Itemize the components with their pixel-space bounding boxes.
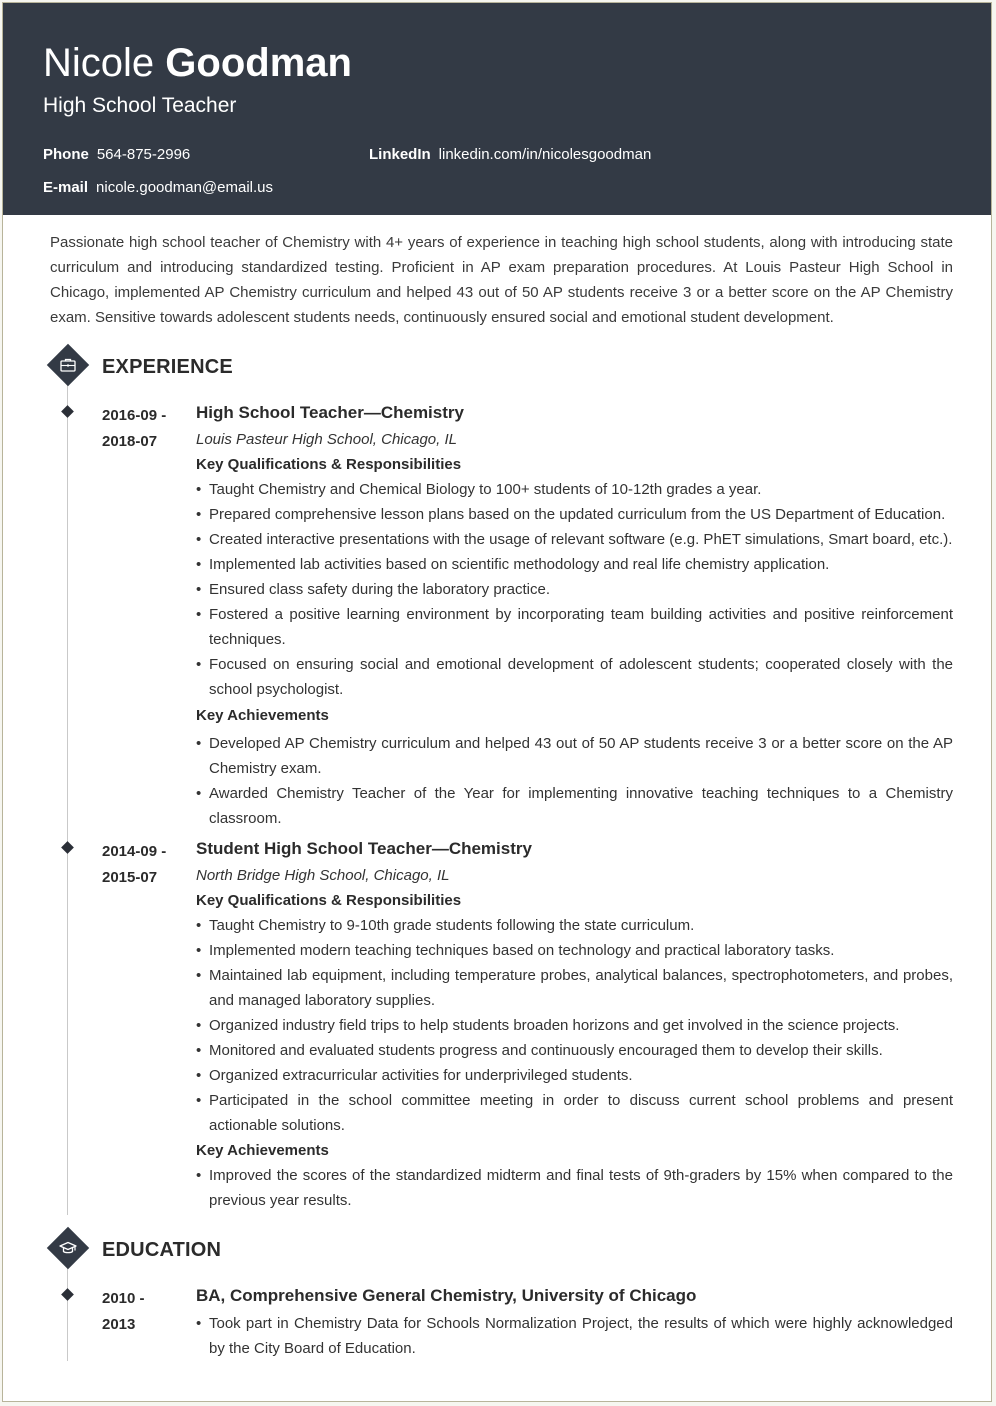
list-item: • Prepared comprehensive lesson plans based on the updated curriculum from the US Department of Education. (196, 502, 953, 527)
job-title-header: High School Teacher (43, 94, 237, 117)
graduation-cap-icon (47, 1227, 89, 1269)
last-name: Goodman (165, 41, 352, 85)
full-name (43, 39, 352, 87)
responsibilities-heading: Key Qualifications & Responsibilities (196, 456, 462, 473)
list-item: • Implemented lab activities based on scientific methodology and real life chemistry application. (196, 552, 953, 577)
timeline-marker (61, 405, 74, 418)
timeline-marker (61, 841, 74, 854)
email-label: E-mail (43, 179, 89, 196)
job-title: High School Teacher—Chemistry (196, 403, 464, 422)
list-item: • Improved the scores of the standardized midterm and final tests of 9th-graders by 15% when compared to the previous year results. (196, 1163, 953, 1213)
experience-heading: EXPERIENCE (102, 356, 233, 378)
list-item: • Awarded Chemistry Teacher of the Year for implementing innovative teaching techniques to a Chemistry classroom. (196, 781, 953, 831)
date-start: 2014-09 - (102, 843, 167, 860)
responsibilities-list (196, 913, 953, 1138)
contact-email (43, 178, 273, 198)
list-item: • Organized extracurricular activities for underprivileged students. (196, 1063, 953, 1088)
list-item: • Focused on ensuring social and emotional development of adolescent students; cooperated closely with the school psychologist. (196, 652, 953, 702)
linkedin-label: LinkedIn (369, 146, 431, 163)
first-name: Nicole (43, 41, 155, 85)
list-item: • Implemented modern teaching techniques based on technology and practical laboratory tasks. (196, 938, 953, 963)
date-end: 2013 (102, 1316, 136, 1333)
linkedin-value[interactable]: linkedin.com/in/nicolesgoodman (438, 146, 652, 163)
list-item: • Fostered a positive learning environment by incorporating team building activities and positive reinforcement techniques. (196, 602, 953, 652)
list-item: • Took part in Chemistry Data for Schools Normalization Project, the results of which were highly acknowledged by the City Board of Education. (196, 1311, 953, 1361)
job-title: Student High School Teacher—Chemistry (196, 839, 532, 858)
education-content (196, 1286, 953, 1361)
date-start: 2010 - (102, 1290, 145, 1307)
list-item: • Created interactive presentations with the usage of relevant software (e.g. PhET simulations, Smart board, etc.). (196, 527, 953, 552)
phone-label: Phone (43, 146, 89, 163)
contact-linkedin (369, 145, 651, 165)
phone-value: 564-875-2996 (96, 146, 191, 163)
job-content (196, 403, 953, 831)
company: North Bridge High School, Chicago, IL (196, 867, 450, 884)
email-value[interactable]: nicole.goodman@email.us (96, 179, 274, 196)
achievements-list (196, 1163, 953, 1213)
list-item: • Participated in the school committee meeting in order to discuss current school problems and present actionable solutions. (196, 1088, 953, 1138)
timeline-marker (61, 1288, 74, 1301)
list-item: • Taught Chemistry and Chemical Biology to 100+ students of 10-12th grades a year. (196, 477, 953, 502)
company: Louis Pasteur High School, Chicago, IL (196, 431, 457, 448)
contact-phone (43, 145, 190, 165)
briefcase-icon (47, 344, 89, 386)
achievements-list (196, 731, 953, 831)
date-end: 2018-07 (102, 433, 158, 450)
job-content (196, 839, 953, 1213)
education-heading: EDUCATION (102, 1239, 222, 1261)
responsibilities-list (196, 477, 953, 702)
list-item: • Ensured class safety during the laboratory practice. (196, 577, 953, 602)
responsibilities-heading: Key Qualifications & Responsibilities (196, 892, 462, 909)
job-dates (102, 403, 192, 455)
list-item: • Developed AP Chemistry curriculum and helped 43 out of 50 AP students receive 3 or a better score on the AP Chemistry exam. (196, 731, 953, 781)
experience-timeline-line (67, 383, 68, 1215)
achievements-heading: Key Achievements (196, 707, 329, 724)
list-item: • Monitored and evaluated students progress and continuously encouraged them to develop their skills. (196, 1038, 953, 1063)
list-item: • Maintained lab equipment, including temperature probes, analytical balances, spectrophotometers, and probes, and managed laboratory supplies. (196, 963, 953, 1013)
achievements-heading: Key Achievements (196, 1142, 329, 1159)
list-item: • Organized industry field trips to help students broaden horizons and get involved in the science projects. (196, 1013, 953, 1038)
summary-paragraph: Passionate high school teacher of Chemistry with 4+ years of experience in teaching high school students, along with introducing state curriculum and introducing standardized testing. Proficient in AP exam preparation procedures. At Louis Pasteur High School in Chicago, implemented AP Chemistry curriculum and helped 43 out of 50 AP students receive 3 or a better score on the AP Chemistry exam. Sensitive towards adolescent students needs, continuously ensured social and emotional student development. (50, 234, 953, 326)
education-details-list (196, 1311, 953, 1361)
resume-header (3, 3, 991, 215)
degree-title: BA, Comprehensive General Chemistry, University of Chicago (196, 1286, 697, 1305)
education-dates (102, 1286, 192, 1338)
list-item: • Taught Chemistry to 9-10th grade students following the state curriculum. (196, 913, 953, 938)
date-start: 2016-09 - (102, 407, 167, 424)
date-end: 2015-07 (102, 869, 158, 886)
job-dates (102, 839, 192, 891)
education-timeline-line (67, 1265, 68, 1361)
resume-page (2, 2, 992, 1402)
